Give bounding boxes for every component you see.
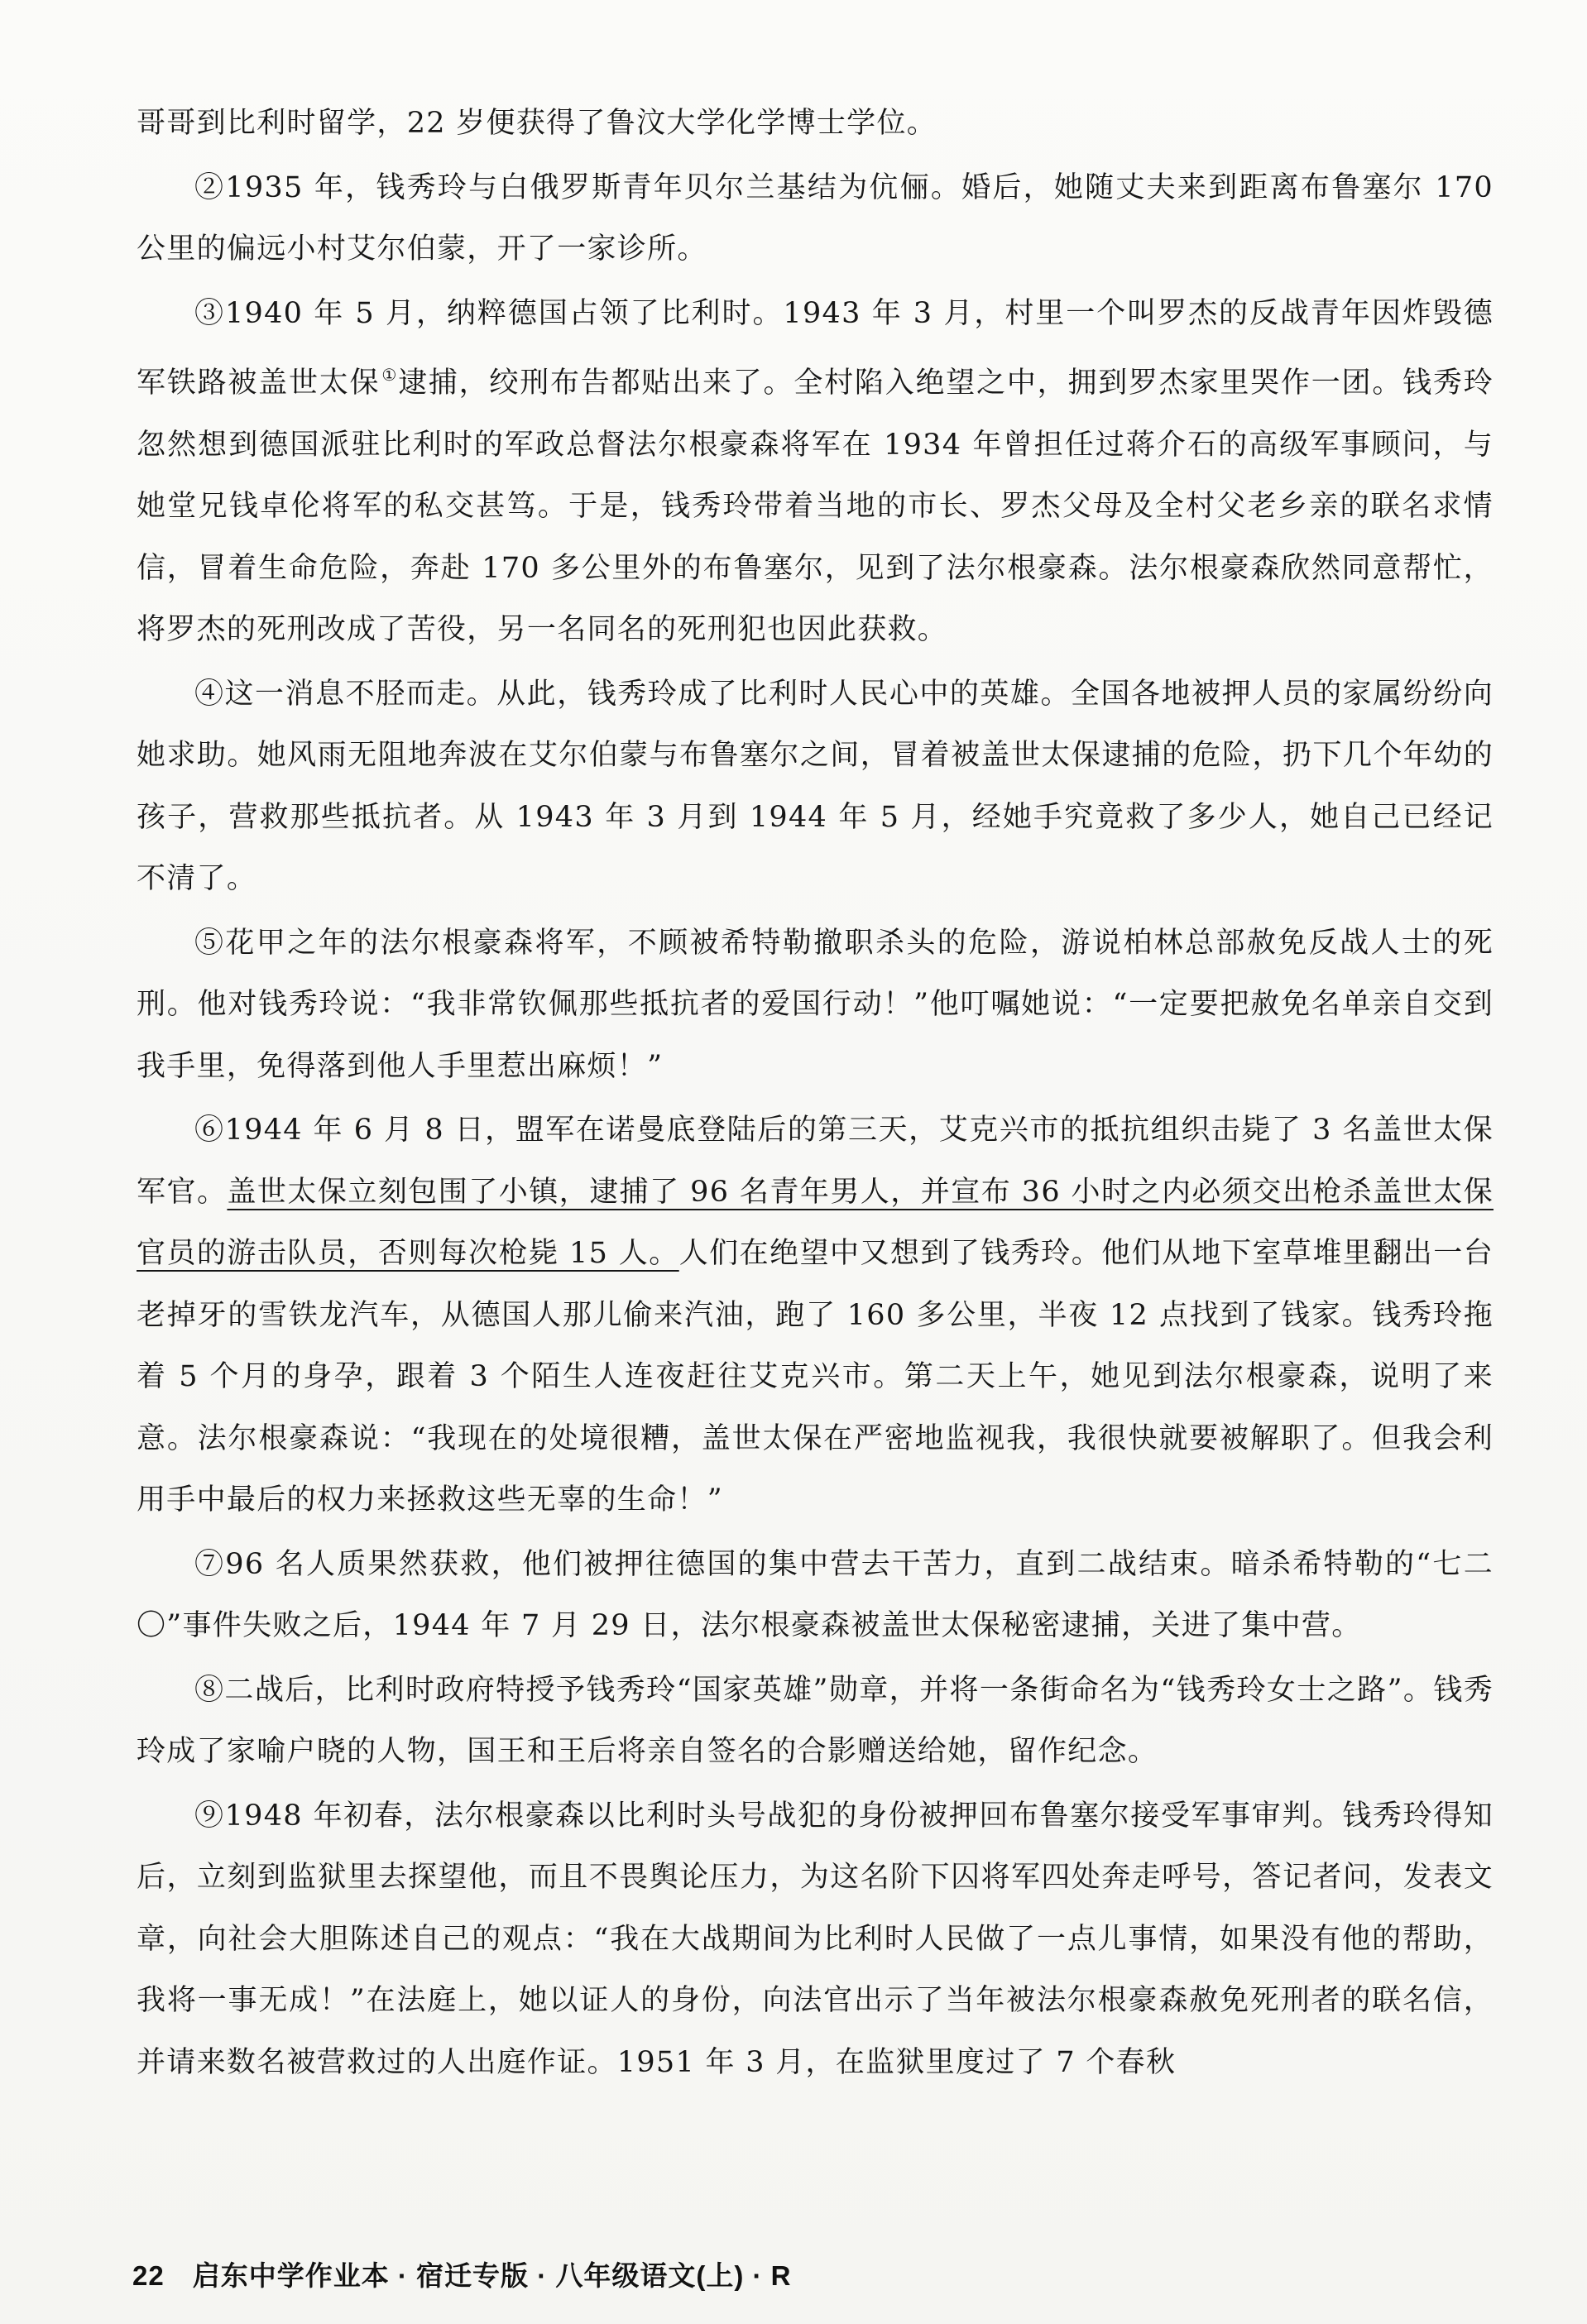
paragraph-4: ④这一消息不胫而走。从此，钱秀玲成了比利时人民心中的英雄。全国各地被押人员的家属纷纷向她求助。她风雨无阻地奔波在艾尔伯蒙与布鲁塞尔之间，冒着被盖世太保逮捕的危险，扔下几个年幼的孩子，营救那些抵抗者。从 1943 年 3 月到 1944 年 5 月，经她手究竟救了多少人，她自己已经记不清了。 (137, 677, 1494, 895)
underlined-sentence: 盖世太保立刻包围了小镇，逮捕了 96 名青年男人，并宣布 36 小时之内必须交出枪杀盖世太保官员的游击队员，否则每次枪毙 15 人。 (137, 1175, 1494, 1270)
paragraph-3-part-a: ③1940 年 5 月，纳粹德国占领了比利时。1943 年 3 月，村里一个叫罗杰的反战青年因炸毁德军铁路被盖世太保 (137, 296, 1494, 400)
paragraph-6-part-a: ⑥1944 年 6 月 8 日，盟军在诺曼底登陆后的第三天，艾克兴市的抵抗组织击毙了 3 名盖世太保军官。 (137, 1114, 1494, 1209)
paragraph-5: ⑤花甲之年的法尔根豪森将军，不顾被希特勒撤职杀头的危险，游说柏林总部赦免反战人士的死刑。他对钱秀玲说：“我非常钦佩那些抵抗者的爱国行动！”他叮嘱她说：“一定要把赦免名单亲自交到我手里，免得落到他人手里惹出麻烦！” (137, 926, 1494, 1083)
paragraph-2: ②1935 年，钱秀玲与白俄罗斯青年贝尔兰基结为伉俪。婚后，她随丈夫来到距离布鲁塞尔 170 公里的偏远小村艾尔伯蒙，开了一家诊所。 (137, 170, 1494, 266)
paragraph-3-part-b: 逮捕，绞刑布告都贴出来了。全村陷入绝望之中，拥到罗杰家里哭作一团。钱秀玲忽然想到德国派驻比利时的军政总督法尔根豪森将军在 1934 年曾担任过蒋介石的高级军事顾问，与她堂兄钱卓伦将军的私交甚笃。于是，钱秀玲带着当地的市长、罗杰父母及全村父老乡亲的联名求情信，冒着生命危险，奔赴 170 多公里外的布鲁塞尔，见到了法尔根豪森。法尔根豪森欣然同意帮忙，将罗杰的死刑改成了苦役，另一名同名的死刑犯也因此获救。 (137, 367, 1494, 646)
article-body (137, 93, 1494, 2093)
book-title: 启东中学作业本 · 宿迁专版 · 八年级语文(上) · R (192, 2260, 792, 2291)
paragraph-3 (137, 283, 1494, 661)
paragraph-7: ⑦96 名人质果然获救，他们被押往德国的集中营去干苦力，直到二战结束。暗杀希特勒的“七二〇”事件失败之后，1944 年 7 月 29 日，法尔根豪森被盖世太保秘密逮捕，关进了集中营。 (137, 1547, 1494, 1642)
paragraph-6-part-b: 人们在绝望中又想到了钱秀玲。他们从地下室草堆里翻出一台老掉牙的雪铁龙汽车，从德国人那儿偷来汽油，跑了 160 多公里，半夜 12 点找到了钱家。钱秀玲拖着 5 个月的身孕，跟着 3 个陌生人连夜赶往艾克兴市。第二天上午，她见到法尔根豪森，说明了来意。法尔根豪森说：“我现在的处境很糟，盖世太保在严密地监视我，我很快就要被解职了。但我会利用手中最后的权力来拯救这些无辜的生命！” (137, 1237, 1494, 1517)
paragraph-8: ⑧二战后，比利时政府特授予钱秀玲“国家英雄”勋章，并将一条街命名为“钱秀玲女士之路”。钱秀玲成了家喻户晓的人物，国王和王后将亲自签名的合影赠送给她，留作纪念。 (137, 1673, 1494, 1768)
page-number: 22 (132, 2260, 165, 2291)
paragraph-continued: 哥哥到比利时留学，22 岁便获得了鲁汶大学化学博士学位。 (137, 107, 937, 140)
paragraph-6 (137, 1100, 1494, 1531)
page-footer (132, 2255, 792, 2293)
footnote-marker[interactable]: ① (381, 365, 399, 385)
paragraph-9: ⑨1948 年初春，法尔根豪森以比利时头号战犯的身份被押回布鲁塞尔接受军事审判。钱秀玲得知后，立刻到监狱里去探望他，而且不畏舆论压力，为这名阶下囚将军四处奔走呼号，答记者问，发表文章，向社会大胆陈述自己的观点：“我在大战期间为比利时人民做了一点儿事情，如果没有他的帮助，我将一事无成！”在法庭上，她以证人的身份，向法官出示了当年被法尔根豪森赦免死刑者的联名信，并请来数名被营救过的人出庭作证。1951 年 3 月，在监狱里度过了 7 个春秋 (137, 1799, 1494, 2079)
